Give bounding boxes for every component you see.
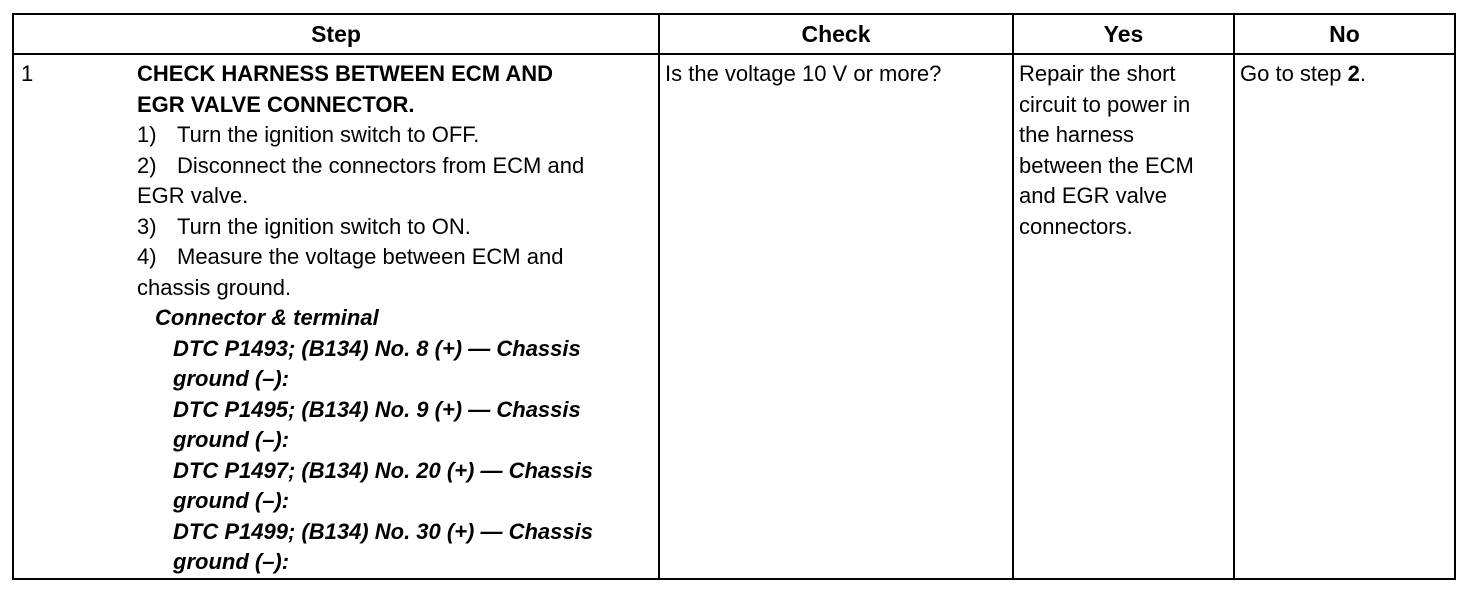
instruction-3: 3) Turn the ignition switch to ON. <box>137 213 471 239</box>
step-cell <box>13 54 659 579</box>
terminal-1-line1: DTC P1493; (B134) No. 8 (+) — Chassis <box>173 335 581 361</box>
table-row <box>13 54 1455 579</box>
instruction-4: 4) Measure the voltage between ECM and <box>137 244 564 269</box>
terminal-1-line2: ground (–): <box>173 366 290 391</box>
no-text: Go to step 2. <box>1240 61 1366 86</box>
step-title-line1: CHECK HARNESS BETWEEN ECM AND <box>137 61 553 86</box>
header-row <box>13 14 1455 54</box>
header-check: Check <box>659 14 1013 54</box>
yes-cell <box>1013 54 1234 579</box>
yes-text: Repair the short circuit to power in the harness between the ECM and EGR valve connectors. <box>1019 61 1194 239</box>
no-step-link: 2 <box>1347 61 1360 86</box>
instruction-2-cont: EGR valve. <box>137 183 249 208</box>
terminal-4-line2: ground (–): <box>173 549 290 574</box>
check-cell <box>659 54 1013 579</box>
terminal-4-line1: DTC P1499; (B134) No. 30 (+) — Chassis <box>173 518 593 544</box>
check-text: Is the voltage 10 V or more? <box>665 61 942 86</box>
connector-heading: Connector & terminal <box>155 305 379 330</box>
step-number: 1 <box>21 61 34 86</box>
diagnostic-table <box>12 13 1456 580</box>
instruction-1: 1) Turn the ignition switch to OFF. <box>137 122 480 147</box>
header-no: No <box>1234 14 1455 54</box>
terminal-3-line2: ground (–): <box>173 488 290 513</box>
terminal-2-line2: ground (–): <box>173 427 290 452</box>
terminal-2-line1: DTC P1495; (B134) No. 9 (+) — Chassis <box>173 396 581 422</box>
header-yes: Yes <box>1013 14 1234 54</box>
no-cell <box>1234 54 1455 579</box>
step-body <box>137 59 653 578</box>
instruction-4-cont: chassis ground. <box>137 274 292 300</box>
instruction-2: 2) Disconnect the connectors from ECM and <box>137 152 585 178</box>
step-title-line2: EGR VALVE CONNECTOR. <box>137 91 415 117</box>
terminal-3-line1: DTC P1497; (B134) No. 20 (+) — Chassis <box>173 457 593 483</box>
header-step: Step <box>13 14 659 54</box>
